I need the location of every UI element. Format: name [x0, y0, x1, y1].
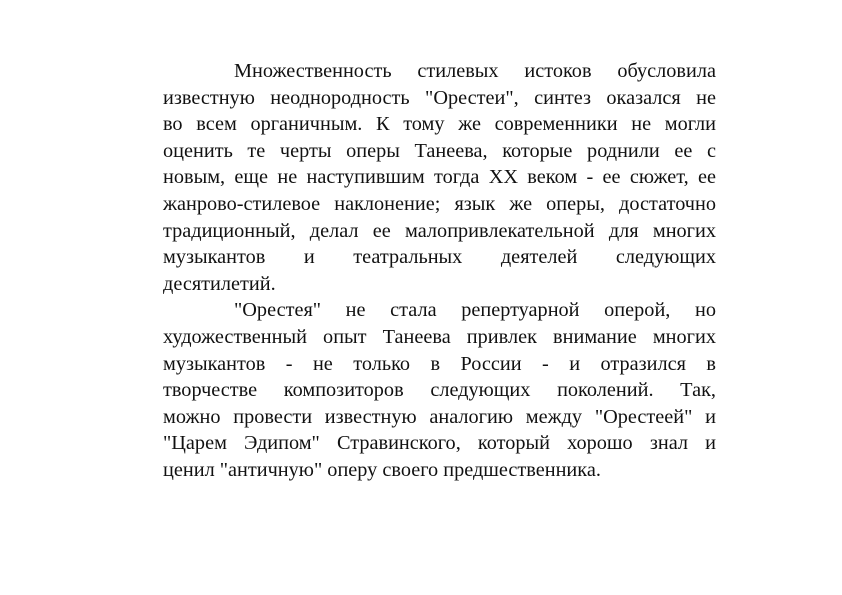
- paragraph-line: можно провести известную аналогию между "Орестеей" и: [163, 405, 716, 428]
- paragraph-line: традиционный, делал ее малопривлекательной для многих: [163, 219, 716, 242]
- paragraph-line: оценить те черты оперы Танеева, которые роднили ее с: [163, 139, 716, 162]
- body-text: [163, 58, 716, 484]
- paragraph-line: "Орестея" не стала репертуарной оперой, но: [234, 299, 716, 322]
- paragraph-1: [163, 58, 716, 297]
- paragraph-line: десятилетий.: [163, 272, 276, 295]
- paragraph-line: жанрово-стилевое наклонение; язык же оперы, достаточно: [163, 192, 716, 215]
- paragraph-line: во всем органичным. К тому же современники не могли: [163, 113, 716, 136]
- paragraph-line: творчестве композиторов следующих поколений. Так,: [163, 379, 716, 402]
- paragraph-2: [163, 297, 716, 483]
- paragraph-line: художественный опыт Танеева привлек внимание многих: [163, 325, 716, 348]
- paragraph-line: известную неоднородность "Орестеи", синтез оказался не: [163, 86, 716, 109]
- paragraph-line: ценил "античную" оперу своего предшественника.: [163, 458, 601, 481]
- paragraph-line: новым, еще не наступившим тогда XX веком - ее сюжет, ее: [163, 166, 716, 189]
- paragraph-line: музыкантов - не только в России - и отразился в: [163, 352, 716, 375]
- paragraph-line: Множественность стилевых истоков обусловила: [234, 60, 716, 82]
- paragraph-line: музыкантов и театральных деятелей следующих: [163, 246, 716, 269]
- paragraph-line: "Царем Эдипом" Стравинского, который хорошо знал и: [163, 432, 716, 455]
